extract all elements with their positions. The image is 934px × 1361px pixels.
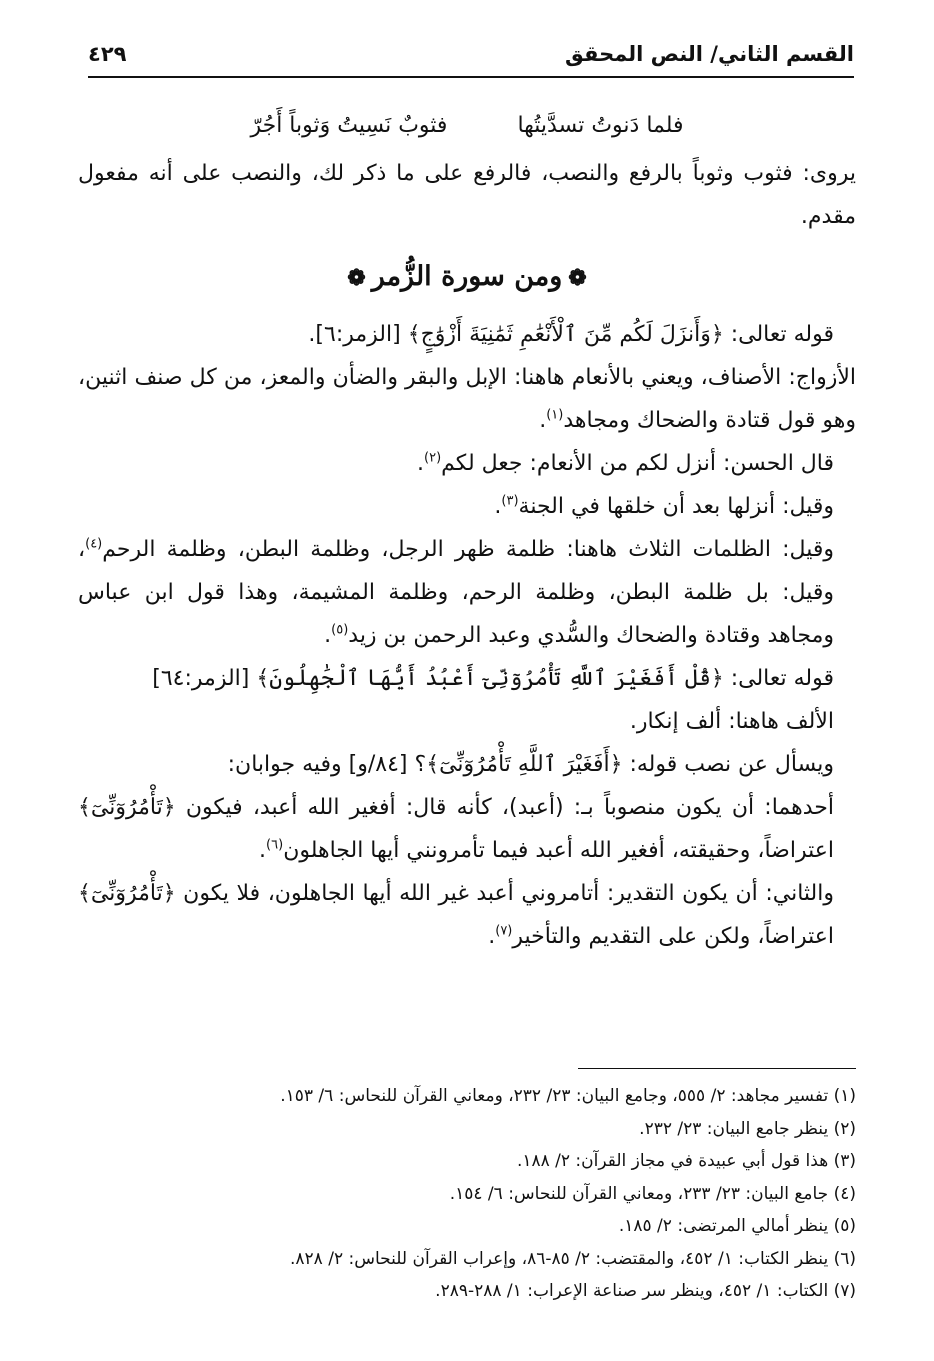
footnote-ref: (٤) bbox=[85, 536, 103, 552]
paragraph bbox=[78, 700, 856, 743]
page-number: ٤٢٩ bbox=[88, 42, 127, 66]
paragraph-text: . bbox=[539, 407, 547, 433]
footnote-ref: (١) bbox=[546, 407, 564, 423]
paragraph-text: ويسأل عن نصب قوله: bbox=[622, 751, 834, 777]
paragraph: يروى: فثوب وثوباً بالرفع والنصب، فالرفع على ما ذكر لك، والنصب على أنه مفعول مقدم. bbox=[78, 161, 856, 229]
paragraph bbox=[78, 743, 856, 786]
paragraph-text: [الزمر:٦٤] bbox=[152, 665, 257, 691]
paragraph-text: وقيل: أنزلها بعد أن خلقها في الجنة bbox=[518, 493, 834, 519]
paragraph bbox=[78, 356, 856, 442]
paragraph-text: . bbox=[259, 837, 267, 863]
footnote-ref: (٣) bbox=[501, 493, 519, 509]
main-text bbox=[78, 104, 856, 958]
paragraph-text: قال الحسن: أنزل لكم من الأنعام: جعل لكم bbox=[441, 450, 834, 476]
paragraph bbox=[78, 485, 856, 528]
paragraph-text: قوله تعالى: bbox=[723, 321, 834, 347]
paragraph-text: ؟ [٨٤/و] وفيه جوابان: bbox=[227, 751, 427, 777]
footnote: (٤) جامع البيان: ٢٣/ ٢٣٣، ومعاني القرآن للنحاس: ٦/ ١٥٤. bbox=[449, 1183, 856, 1204]
surah-heading-text: ومن سورة الزُّمر bbox=[371, 261, 563, 292]
footnote: (٥) ينظر أمالي المرتضى: ٢/ ١٨٥. bbox=[618, 1216, 856, 1236]
paragraph-text: [الزمر:٦]. bbox=[308, 321, 408, 347]
paragraph-text: والثاني: أن يكون التقدير: أتامروني أعبد غير الله أيها الجاهلون، فلا يكون bbox=[175, 880, 834, 906]
quran-quote: ﴿وَأَنزَلَ لَكُم مِّنَ ٱلْأَنْعَٰمِ ثَمَٰنِيَةَ أَزْوَٰجٍ﴾ bbox=[407, 321, 724, 347]
ornament-left-icon: ❁ bbox=[347, 264, 366, 291]
paragraph bbox=[78, 657, 856, 700]
paragraph-text: ، وقيل: بل ظلمة البطن، وظلمة الرحم، وظلمة المشيمة، وهذا قول ابن عباس ومجاهد وقتادة والضحاك والسُّدي وعبد الرحمن بن زيد bbox=[78, 536, 834, 648]
footnote-ref: (٧) bbox=[495, 923, 513, 939]
paragraph bbox=[78, 872, 856, 958]
text-blocks bbox=[78, 313, 856, 958]
paragraph-text: الألف هاهنا: ألف إنكار. bbox=[629, 708, 834, 734]
paragraph bbox=[78, 442, 856, 485]
footnote: (٣) هذا قول أبي عبيدة في مجاز القرآن: ٢/ ١٨٨. bbox=[516, 1151, 856, 1171]
page-header bbox=[88, 38, 854, 78]
paragraph-text: أحدهما: أن يكون منصوباً بـ: (أعبد)، كأنه قال: أفغير الله أعبد، فيكون bbox=[175, 794, 834, 820]
quran-quote: ﴿تَأْمُرُوٓنِّىٓ﴾ bbox=[78, 880, 176, 906]
quran-quote: ﴿أَفَغَيْرَ ٱللَّهِ تَأْمُرُوٓنِّىٓ﴾ bbox=[426, 751, 623, 777]
paragraph-text: . bbox=[494, 493, 502, 519]
footnote-ref: (٢) bbox=[424, 450, 442, 466]
paragraph-text: . bbox=[488, 923, 496, 949]
paragraph-text: . bbox=[417, 450, 425, 476]
footnote-ref: (٦) bbox=[266, 837, 284, 853]
paragraph-text: اعتراضاً، ولكن على التقديم والتأخير bbox=[512, 923, 834, 949]
paragraph-text: اعتراضاً، وحقيقته، أفغير الله أعبد فيما تأمرونني أيها الجاهلون bbox=[283, 837, 834, 863]
quran-quote: ﴿قُلْ أَفَغَيْرَ ٱللَّهِ تَأْمُرُوٓنِّىٓ أَعْبُدُ أَيُّهَا ٱلْجَٰهِلُونَ﴾ bbox=[256, 665, 724, 691]
verse-hemistich-right: فلما دَنوتُ تسدَّيتُها bbox=[517, 113, 684, 138]
paragraph bbox=[78, 313, 856, 356]
footnote: (١) تفسير مجاهد: ٢/ ٥٥٥، وجامع البيان: ٢٣/ ٢٣٢، ومعاني القرآن للنحاس: ٦/ ١٥٣. bbox=[280, 1086, 856, 1106]
poetry-verse bbox=[78, 104, 856, 148]
verse-hemistich-left: فثوبٌ نَسِيتُ وَثوباً أَجُرّ bbox=[250, 113, 448, 138]
footnotes bbox=[78, 1080, 856, 1308]
paragraph-text: وقيل: الظلمات الثلاث هاهنا: ظلمة ظهر الرجل، وظلمة البطن، وظلمة الرحم bbox=[102, 536, 834, 562]
paragraph-text: قوله تعالى: bbox=[723, 665, 834, 691]
section-title: القسم الثاني/ النص المحقق bbox=[565, 42, 854, 66]
footnote: (٦) ينظر الكتاب: ١/ ٤٥٢، والمقتضب: ٢/ ٨٥-٨٦، وإعراب القرآن للنحاس: ٢/ ٨٢٨. bbox=[290, 1248, 856, 1269]
footnote: (٧) الكتاب: ١/ ٤٥٢، وينظر سر صناعة الإعراب: ١/ ٢٨٨-٢٨٩. bbox=[435, 1281, 856, 1301]
ornament-right-icon: ❁ bbox=[568, 264, 587, 291]
footnote: (٢) ينظر جامع البيان: ٢٣/ ٢٣٢. bbox=[639, 1118, 856, 1139]
paragraph-text: الأزواج: الأصناف، ويعني بالأنعام هاهنا: الإبل والبقر والضأن والمعز، من كل صنف اثنين، وهو قول قتادة والضحاك ومجاهد bbox=[78, 364, 856, 433]
paragraph bbox=[78, 786, 856, 872]
quran-quote: ﴿تَأْمُرُوٓنِّىٓ﴾ bbox=[78, 794, 176, 820]
paragraph bbox=[78, 528, 856, 657]
surah-heading bbox=[78, 252, 856, 303]
header-rule bbox=[88, 76, 854, 78]
footnote-separator bbox=[578, 1068, 856, 1069]
footnote-ref: (٥) bbox=[331, 622, 349, 638]
paragraph-text: . bbox=[324, 622, 332, 648]
